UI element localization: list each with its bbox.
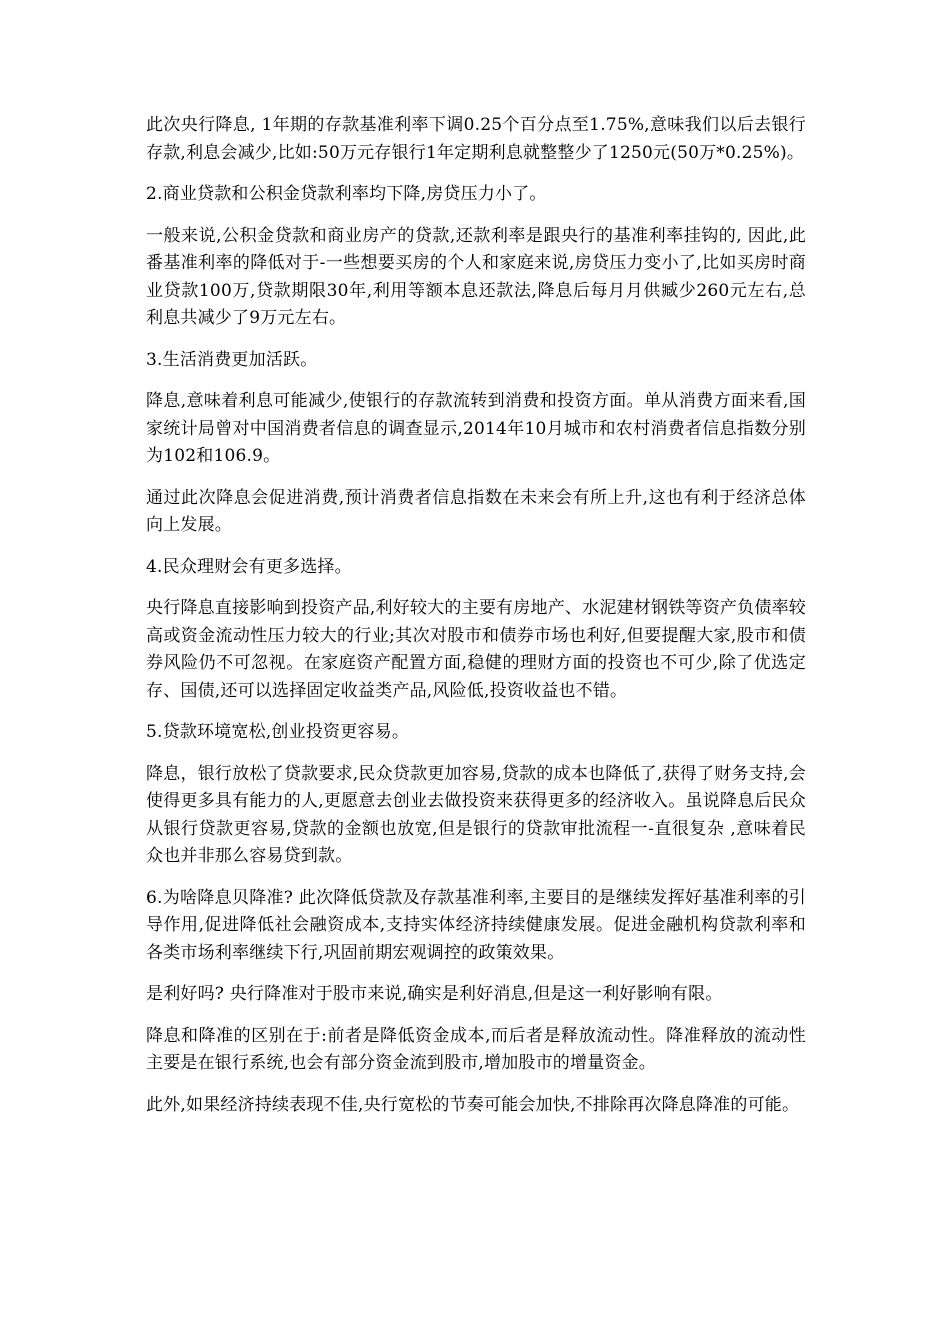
paragraph-difference: 降息和降准的区别在于:前者是降低资金成本,而后者是释放流动性。降准释放的流动性主要是在银行系统,也会有部分资金流到股市,增加股市的增量资金。	[146, 1025, 806, 1073]
heading-point-5: 5.贷款环境宽松,创业投资更容易。	[146, 722, 410, 742]
paragraph-stock-market: 是利好吗? 央行降准对于股市来说,确实是利好消息,但是这一利好影响有限。	[146, 984, 723, 1004]
paragraph-point-6: 6.为啥降息贝降准? 此次降低贷款及存款基准利率,主要目的是继续发挥好基准利率的引导作用,促进降低社会融资成本,支持实体经济持续健康发展。促进金融机构贷款利率和各类市场利率继续下行,巩固前期宏观调控的政策效果。	[146, 887, 806, 963]
document-body	[146, 112, 806, 1133]
paragraph-loans: 降息，银行放松了贷款要求,民众贷款更加容易,贷款的成本也降低了,获得了财务支持,会使得更多具有能力的人,更愿意去创业去做投资来获得更多的经济收入。虽说降息后民众从银行贷款更容易,贷款的金额也放宽,但是银行的贷款审批流程一-直很复杂 ,意味着民众也并非那么容易贷到款。	[146, 763, 806, 866]
heading-point-3: 3.生活消费更加活跃。	[146, 349, 318, 370]
paragraph-outlook: 此外,如果经济持续表现不佳,央行宽松的节奏可能会加快,不排除再次降息降准的可能。	[146, 1094, 800, 1115]
paragraph-consumer-index: 通过此次降息会促进消费,预计消费者信息指数在未来会有所上升,这也有利于经济总体向上发展。	[146, 487, 806, 535]
paragraph-deposit-rate: 此次央行降息, 1年期的存款基准利率下调0.25个百分点至1.75%,意味我们以后去银行存款,利息会减少,比如:50万元存银行1年定期利息就整整少了1250元(50万*0.25%)。	[146, 115, 806, 163]
heading-point-4: 4.民众理财会有更多选择。	[146, 556, 352, 577]
paragraph-mortgage: 一般来说,公积金贷款和商业房产的贷款,还款利率是跟央行的基准利率挂钩的, 因此,此番基准利率的降低对于-一些想要买房的个人和家庭来说,房贷压力变小了,比如买房时商业贷款100万,贷款期限30年,利用等额本息还款法,降息后每月月供臧少260元左右,总利息共减少了9万元左右。	[146, 225, 806, 328]
paragraph-consumption: 降息,意味着利息可能减少,使银行的存款流转到消费和投资方面。单从消费方面来看,国家统计局曾对中国消费者信息的调查显示,2014年10月城市和农村消费者信息指数分别为102和106.9。	[146, 391, 806, 466]
paragraph-investment: 央行降息直接影响到投资产品,利好较大的主要有房地产、水泥建材钢铁等资产负债率较高或资金流动性压力较大的行业;其次对股市和债券市场也利好,但要提醒大家,股市和债券风险仍不可忽视。在家庭资产配置方面,稳健的理财方面的投资也不可少,除了优选定存、国债,还可以选择固定收益类产品,风险低,投资收益也不错。	[146, 598, 806, 701]
heading-point-2: 2.商业贷款和公积金贷款利率均下降,房贷压力小了。	[146, 184, 547, 204]
